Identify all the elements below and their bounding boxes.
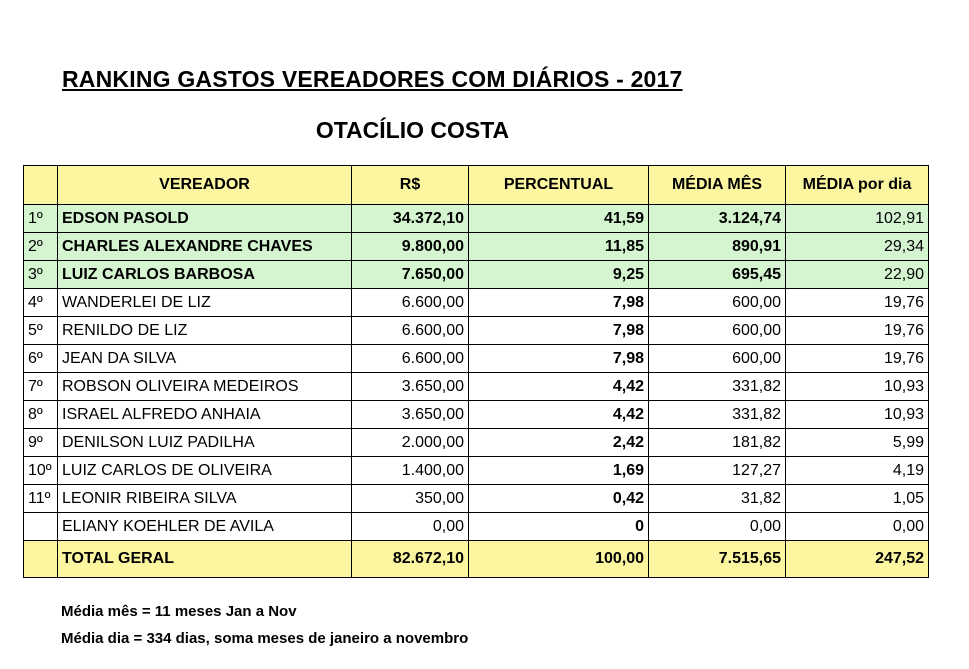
- media-mes-cell: 331,82: [649, 373, 786, 401]
- rs-cell: 34.372,10: [352, 205, 469, 233]
- vereador-cell: ROBSON OLIVEIRA MEDEIROS: [58, 373, 352, 401]
- rs-cell: 3.650,00: [352, 373, 469, 401]
- table-row: [24, 373, 929, 401]
- table-row: [24, 429, 929, 457]
- rank-cell: 2º: [24, 233, 58, 261]
- note-media-mes: Média mês = 11 meses Jan a Nov: [61, 603, 297, 620]
- rs-cell: 6.600,00: [352, 289, 469, 317]
- percentual-cell: 1,69: [469, 457, 649, 485]
- vereador-cell: ISRAEL ALFREDO ANHAIA: [58, 401, 352, 429]
- note-media-dia: Média dia = 334 dias, soma meses de janeiro a novembro: [61, 630, 469, 647]
- media-dia-cell: 22,90: [786, 261, 929, 289]
- col-header-rank: [24, 166, 58, 205]
- percentual-cell: 2,42: [469, 429, 649, 457]
- percentual-cell: 7,98: [469, 289, 649, 317]
- media-mes-cell: 600,00: [649, 345, 786, 373]
- vereador-cell: LUIZ CARLOS BARBOSA: [58, 261, 352, 289]
- vereador-cell: ELIANY KOEHLER DE AVILA: [58, 513, 352, 541]
- table-row: [24, 233, 929, 261]
- vereador-cell: RENILDO DE LIZ: [58, 317, 352, 345]
- total-pct: 100,00: [469, 541, 649, 578]
- media-dia-cell: 19,76: [786, 289, 929, 317]
- media-dia-cell: 0,00: [786, 513, 929, 541]
- rs-cell: 2.000,00: [352, 429, 469, 457]
- rs-cell: 6.600,00: [352, 345, 469, 373]
- table-body: [24, 205, 929, 541]
- table-row: [24, 317, 929, 345]
- col-header-rs: R$: [352, 166, 469, 205]
- table-row: [24, 289, 929, 317]
- media-mes-cell: 890,91: [649, 233, 786, 261]
- rs-cell: 0,00: [352, 513, 469, 541]
- total-rank-cell: [24, 541, 58, 578]
- rank-cell: 1º: [24, 205, 58, 233]
- vereador-cell: EDSON PASOLD: [58, 205, 352, 233]
- total-row: [24, 541, 929, 578]
- page-title: RANKING GASTOS VEREADORES COM DIÁRIOS - 2017: [62, 66, 683, 92]
- col-header-percentual: PERCENTUAL: [469, 166, 649, 205]
- percentual-cell: 41,59: [469, 205, 649, 233]
- table-row: [24, 345, 929, 373]
- vereador-cell: DENILSON LUIZ PADILHA: [58, 429, 352, 457]
- media-dia-cell: 10,93: [786, 373, 929, 401]
- media-dia-cell: 10,93: [786, 401, 929, 429]
- rank-cell: [24, 513, 58, 541]
- media-mes-cell: 600,00: [649, 289, 786, 317]
- media-mes-cell: 600,00: [649, 317, 786, 345]
- percentual-cell: 4,42: [469, 401, 649, 429]
- col-header-media-mes: MÉDIA MÊS: [649, 166, 786, 205]
- media-dia-cell: 102,91: [786, 205, 929, 233]
- rank-cell: 5º: [24, 317, 58, 345]
- table-row: [24, 485, 929, 513]
- vereador-cell: JEAN DA SILVA: [58, 345, 352, 373]
- vereador-cell: CHARLES ALEXANDRE CHAVES: [58, 233, 352, 261]
- rs-cell: 3.650,00: [352, 401, 469, 429]
- media-mes-cell: 331,82: [649, 401, 786, 429]
- media-dia-cell: 1,05: [786, 485, 929, 513]
- rs-cell: 9.800,00: [352, 233, 469, 261]
- rank-cell: 10º: [24, 457, 58, 485]
- rank-cell: 3º: [24, 261, 58, 289]
- col-header-vereador: VEREADOR: [58, 166, 352, 205]
- table-row: [24, 205, 929, 233]
- rs-cell: 350,00: [352, 485, 469, 513]
- total-label: TOTAL GERAL: [58, 541, 352, 578]
- total-media-dia: 247,52: [786, 541, 929, 578]
- media-dia-cell: 19,76: [786, 317, 929, 345]
- media-mes-cell: 0,00: [649, 513, 786, 541]
- percentual-cell: 7,98: [469, 345, 649, 373]
- percentual-cell: 4,42: [469, 373, 649, 401]
- rank-cell: 8º: [24, 401, 58, 429]
- media-dia-cell: 19,76: [786, 345, 929, 373]
- media-mes-cell: 31,82: [649, 485, 786, 513]
- rs-cell: 1.400,00: [352, 457, 469, 485]
- media-mes-cell: 181,82: [649, 429, 786, 457]
- table-row: [24, 513, 929, 541]
- table-row: [24, 401, 929, 429]
- media-dia-cell: 5,99: [786, 429, 929, 457]
- table-row: [24, 457, 929, 485]
- rank-cell: 9º: [24, 429, 58, 457]
- rank-cell: 6º: [24, 345, 58, 373]
- media-mes-cell: 127,27: [649, 457, 786, 485]
- rank-cell: 7º: [24, 373, 58, 401]
- rs-cell: 7.650,00: [352, 261, 469, 289]
- media-dia-cell: 29,34: [786, 233, 929, 261]
- table-row: [24, 261, 929, 289]
- rank-cell: 11º: [24, 485, 58, 513]
- ranking-table: [23, 165, 929, 578]
- rs-cell: 6.600,00: [352, 317, 469, 345]
- rank-cell: 4º: [24, 289, 58, 317]
- percentual-cell: 0: [469, 513, 649, 541]
- header-row: [24, 166, 929, 205]
- vereador-cell: LEONIR RIBEIRA SILVA: [58, 485, 352, 513]
- col-header-media-dia: MÉDIA por dia: [786, 166, 929, 205]
- percentual-cell: 7,98: [469, 317, 649, 345]
- media-mes-cell: 3.124,74: [649, 205, 786, 233]
- vereador-cell: LUIZ CARLOS DE OLIVEIRA: [58, 457, 352, 485]
- page-subtitle: OTACÍLIO COSTA: [315, 117, 510, 143]
- percentual-cell: 11,85: [469, 233, 649, 261]
- total-rs: 82.672,10: [352, 541, 469, 578]
- percentual-cell: 9,25: [469, 261, 649, 289]
- media-dia-cell: 4,19: [786, 457, 929, 485]
- vereador-cell: WANDERLEI DE LIZ: [58, 289, 352, 317]
- percentual-cell: 0,42: [469, 485, 649, 513]
- total-media-mes: 7.515,65: [649, 541, 786, 578]
- media-mes-cell: 695,45: [649, 261, 786, 289]
